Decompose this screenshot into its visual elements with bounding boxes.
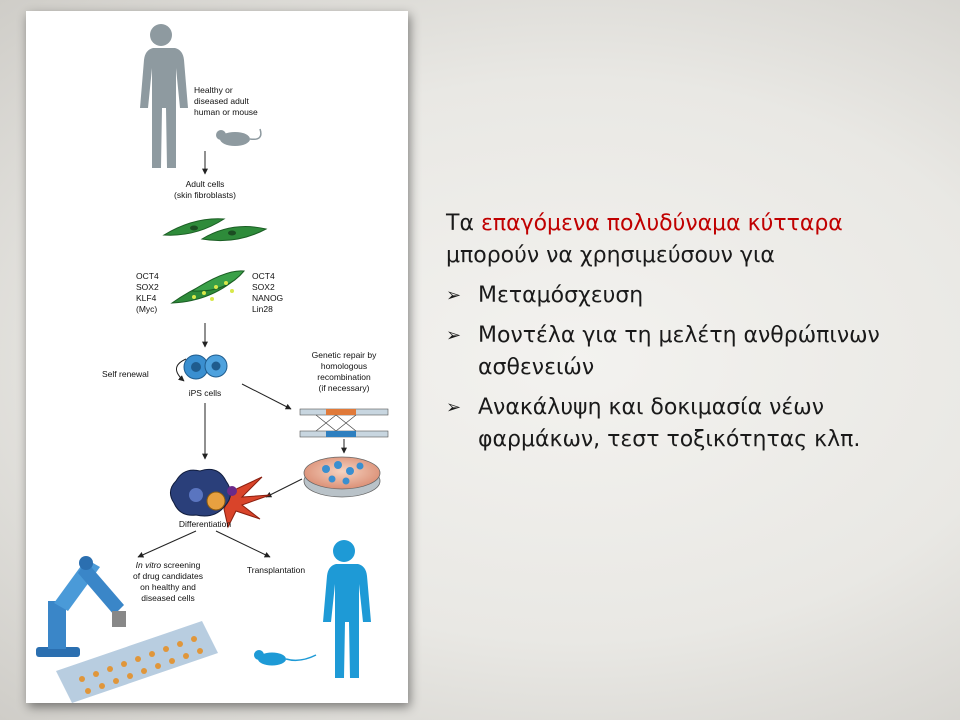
- donor-label-2: diseased adult: [194, 96, 249, 106]
- petri-dish: [304, 457, 380, 497]
- intro-plain: Τα: [446, 211, 481, 236]
- screening-label-2: of drug candidates: [133, 571, 203, 581]
- donor-label-3: human or mouse: [194, 107, 258, 117]
- factor-right-4: Lin28: [252, 304, 273, 314]
- adult-human-silhouette: [140, 24, 188, 168]
- ips-cell-cluster: [184, 355, 227, 379]
- list-item: [446, 280, 936, 312]
- mouse-silhouette-blue: [254, 650, 316, 666]
- blue-human-silhouette: [323, 540, 371, 678]
- factor-left-4: (Myc): [136, 304, 158, 314]
- intro-accent-term: επαγόμενα πολυδύναμα κύτταρα: [480, 211, 843, 236]
- donor-label-1: Healthy or: [194, 85, 233, 95]
- factor-right-3: NANOG: [252, 293, 284, 303]
- list-item: [446, 392, 936, 456]
- list-item: [446, 320, 936, 384]
- factor-right-2: SOX2: [252, 282, 275, 292]
- screening-label-1: In vitro screening: [135, 560, 201, 570]
- mouse-silhouette-grey: [216, 129, 261, 146]
- ips-cells-label: iPS cells: [188, 388, 222, 398]
- arrow-ips-to-repair: [242, 384, 291, 409]
- transduced-cells: [172, 271, 244, 303]
- arrow-to-transplantation: [216, 531, 270, 557]
- factor-left-2: SOX2: [136, 282, 159, 292]
- factor-left-3: KLF4: [136, 293, 157, 303]
- transplantation-label: Transplantation: [246, 565, 306, 575]
- well-plate: [56, 621, 218, 703]
- applications-list: [446, 280, 936, 456]
- differentiation-label: Differentiation: [178, 519, 232, 529]
- factor-right-1: OCT4: [252, 271, 275, 281]
- self-renewal-label: Self renewal: [102, 369, 149, 379]
- intro-rest: μπορούν να χρησιμεύσουν για: [446, 243, 775, 268]
- bullet-text: Ανακάλυψη και δοκιμασία νέων φαρμάκων, τεστ τοξικότητας κλπ.: [478, 395, 861, 452]
- factor-left-1: OCT4: [136, 271, 159, 281]
- slide-text-box: [446, 208, 936, 464]
- genetic-repair-label-4: (if necessary): [318, 383, 370, 393]
- robot-arm: [36, 556, 126, 657]
- ips-diagram: [26, 11, 408, 703]
- bullet-text: Μοντέλα για τη μελέτη ανθρώπινων ασθενειών: [478, 323, 880, 380]
- ips-figure-panel: [26, 11, 408, 703]
- intro-paragraph: [446, 208, 936, 272]
- arrow-to-screening: [138, 531, 196, 557]
- genetic-repair-label-3: recombination: [317, 372, 371, 382]
- fibroblast-cells: [164, 219, 266, 241]
- arrow-bullet-icon: ➢: [446, 397, 462, 418]
- arrow-bullet-icon: ➢: [446, 285, 462, 306]
- screening-label-4: diseased cells: [141, 593, 195, 603]
- adult-cells-sublabel: (skin fibroblasts): [174, 190, 236, 200]
- genetic-repair-label-1: Genetic repair by: [311, 350, 377, 360]
- adult-cells-label: Adult cells: [185, 179, 225, 189]
- bullet-text: Μεταμόσχευση: [478, 283, 644, 308]
- screening-label-3: on healthy and: [140, 582, 196, 592]
- arrow-dish-to-differentiation: [266, 479, 302, 497]
- genetic-repair-label-2: homologous: [320, 361, 368, 371]
- arrow-bullet-icon: ➢: [446, 325, 462, 346]
- dna-strands-diagram: [300, 409, 388, 437]
